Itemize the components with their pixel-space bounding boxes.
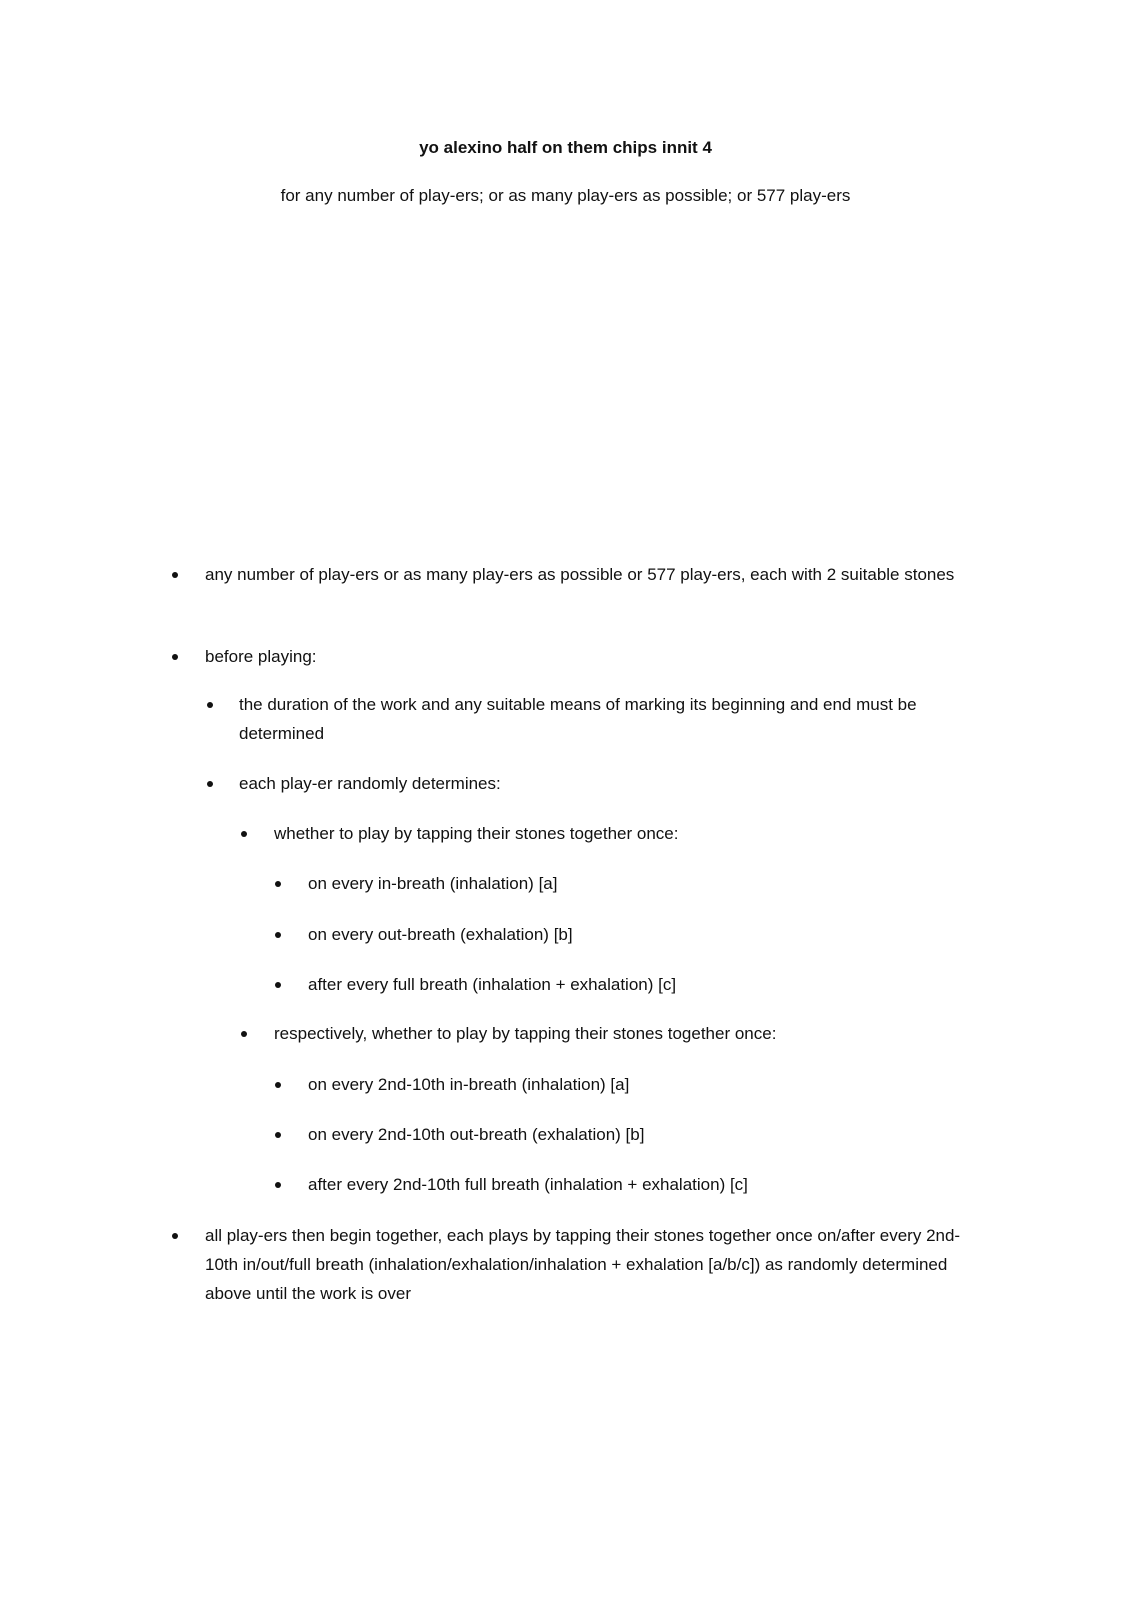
bullet-icon <box>207 781 213 787</box>
list-item-frequency-a: on every 2nd-10th in-breath (inhalation) [a] <box>308 1075 630 1094</box>
bullet-icon <box>207 702 213 708</box>
bullet-icon <box>275 881 281 887</box>
bullet-icon <box>172 1233 178 1239</box>
list-item-performance: all play-ers then begin together, each plays by tapping their stones together once on/after every 2nd-10th in/out/full breath (inhalation/exhalation/inhalation + exhalation [a/b/c]) as randomly determined above until the work is over <box>205 1226 961 1303</box>
list-item-duration: the duration of the work and any suitable means of marking its beginning and end must be determined <box>239 695 917 743</box>
list-item-tap-frequency: respectively, whether to play by tapping their stones together once: <box>274 1024 777 1043</box>
list-item-random-determination: each play-er randomly determines: <box>239 774 501 793</box>
bullet-icon <box>275 1182 281 1188</box>
list-item-players: any number of play-ers or as many play-ers as possible or 577 play-ers, each with 2 suitable stones <box>205 565 955 584</box>
bullet-icon <box>172 572 178 578</box>
list-item-frequency-c: after every 2nd-10th full breath (inhalation + exhalation) [c] <box>308 1175 748 1194</box>
bullet-icon <box>275 1132 281 1138</box>
list-item-option-a: on every in-breath (inhalation) [a] <box>308 874 558 893</box>
page-title: yo alexino half on them chips innit 4 <box>419 138 712 157</box>
bullet-icon <box>275 982 281 988</box>
bullet-icon <box>275 1082 281 1088</box>
list-item-option-b: on every out-breath (exhalation) [b] <box>308 925 573 944</box>
page-subtitle: for any number of play-ers; or as many play-ers as possible; or 577 play-ers <box>280 186 851 205</box>
bullet-icon <box>275 932 281 938</box>
bullet-icon <box>241 831 247 837</box>
bullet-icon <box>241 1031 247 1037</box>
list-item-before-playing: before playing: <box>205 647 317 666</box>
list-item-frequency-b: on every 2nd-10th out-breath (exhalation) [b] <box>308 1125 645 1144</box>
bullet-icon <box>172 654 178 660</box>
list-item-tap-mode: whether to play by tapping their stones together once: <box>274 824 679 843</box>
list-item-option-c: after every full breath (inhalation + exhalation) [c] <box>308 975 677 994</box>
